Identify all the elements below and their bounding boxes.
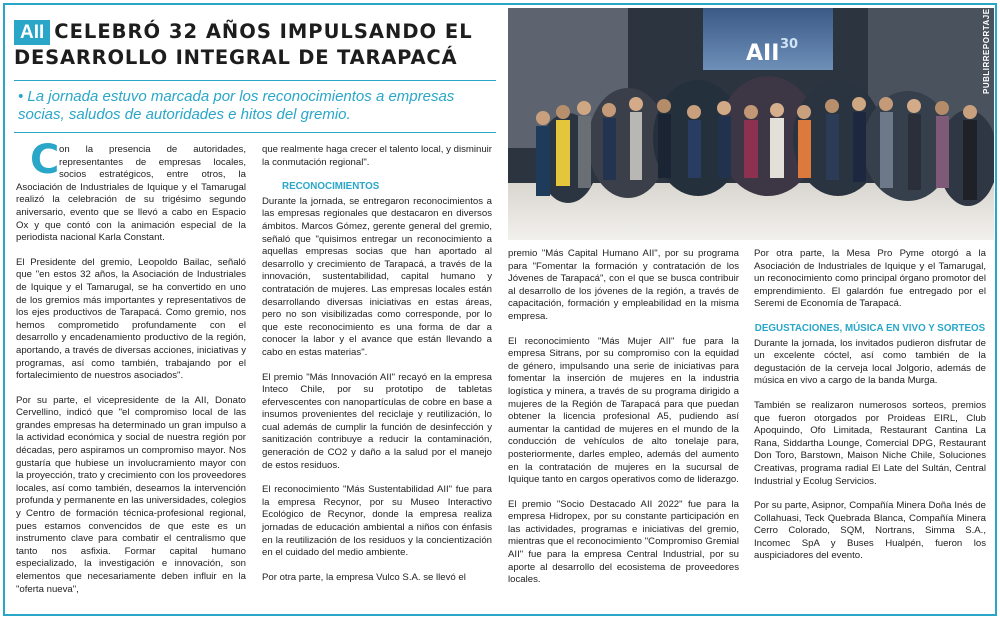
paragraph: El reconocimiento "Más Mujer AII" fue para la empresa Sitrans, por su compromiso con la equidad de género, impulsando una serie de iniciativas para fomentar la inserción de mujeres en la industria logística y minera, a través de su programa dirigido a mujeres de la Región de Tarapacá para que puedan obtener la licencia profesional A5, pudiendo así aumentar la cantidad de mujeres en el mundo de la conducción de vehículos de alto tonelaje para, posteriormente, darles empleo, además del aumento en la contratación de mujeres en la sucursal de Iquique tanto en cargos operativos como de liderazgo.	[508, 335, 739, 486]
paragraph: C on la presencia de autoridades, representantes de empresas locales, socios estratégicos, entre otros, la Asociación de Industriales de Iquique y el Tamarugal realizó la celebración de su trigésimo segundo aniversario, evento que se llevó a cabo en Espacio Ox y que contó con la animación especial de la periodista nacional Karla Constant.	[16, 137, 246, 244]
paragraph: Durante la jornada, los invitados pudieron disfrutar de un excelente cóctel, así como también de la degustación de la cerveja local Jolgorio, además de música en vivo a cargo de la banda Murga.	[754, 337, 986, 387]
screen-number: 30	[780, 37, 799, 52]
article-column-1	[16, 137, 246, 608]
dropcap: C	[30, 137, 60, 183]
section-heading-degustaciones: DEGUSTACIONES, MÚSICA EN VIVO Y SORTEOS	[754, 322, 986, 334]
paragraph: Por su parte, Asipnor, Compañía Minera Doña Inés de Collahuasi, Teck Quebrada Blanca, Compañía Minera Cerro Colorado, SQM, Nortrans, Simma S.A., Incomec SpA y Buses Hualpén, fueron los auspiciadores del evento.	[754, 500, 986, 562]
paragraph: Por otra parte, la Mesa Pro Pyme otorgó a la Asociación de Industriales de Iquique y el Tamarugal, un reconocimiento como principal órgano promotor del emprendimiento. El galardón fue entregado por el Seremi de Economía de Tarapacá.	[754, 248, 986, 310]
headline	[14, 20, 500, 70]
paragraph: que realmente haga crecer el talento local, y disminuir la conmutación regional".	[262, 144, 492, 168]
headline-title-line-1: CELEBRÓ 32 AÑOS IMPULSANDO EL	[54, 20, 473, 43]
photo-illustration	[508, 8, 994, 240]
paragraph: premio "Más Capital Humano AII", por su programa para "Fomentar la formación y contratación de los Jóvenes de Tarapacá", con el que se busca contribuir al desarrollo de los jóvenes de la región, a través de capacitación, formación y empleabilidad en la misma empresa.	[508, 248, 739, 322]
subtitle: • La jornada estuvo marcada por los reconocimientos a empresas socias, saludos de autoridades e hitos del gremio.	[18, 88, 455, 123]
divider-bottom	[14, 132, 496, 133]
divider-top	[14, 80, 496, 81]
brand-tag: AII	[14, 20, 50, 45]
paragraph: Durante la jornada, se entregaron reconocimientos a las empresas regionales que destacaron en diversos ámbitos. Marcos Gómez, gerente general del gremio, señaló que "quisimos entregar un reconocimiento a aquellas empresas socias que han aportado al desarrollo y crecimiento de Tarapacá, a través de la innovación, sustentabilidad, capital humano y contratación de mujeres. Las empresas locales están desarrollando diversas iniciativas en estas áreas, pero no son visibilizadas como corresponde, por lo que este reconocimiento es una forma de dar a conocer la labor y el avance que están llevando a cabo en estas materias".	[262, 195, 492, 358]
paragraph: El premio "Más Innovación AII" recayó en la empresa Inteco Chile, por su prototipo de tabletas efervescentes con nanopartículas de cobre en base a insumos provenientes del reciclaje y reutilización, lo cual además de cumplir la función de desinfección y sanitización contribuye a reducir la contaminación, generación de CO2 y daño a la salud por el manejo de estos residuos.	[262, 371, 492, 471]
screen-logo: AII	[746, 41, 780, 66]
headline-title-line-2: DESARROLLO INTEGRAL DE TARAPACÁ	[14, 46, 458, 69]
publirreportaje-label: PUBLIRREPORTAJE	[982, 8, 991, 94]
article-column-2	[262, 144, 492, 596]
paragraph: El Presidente del gremio, Leopoldo Bailac, señaló que "en estos 32 años, la Asociación de Industriales de Iquique y el Tamarugal, se ha convertido en uno de los gremios más importantes y representativos de los ejes productivos de Tarapacá. Como gremio, nos hemos comprometido profundamente con el desarrollo y encadenamiento productivo de la región, aportando, a través de diversas acciones, iniciativas y programas, así como también, trabajando por el fortalecimiento de nuestros asociados".	[16, 256, 246, 382]
article-column-4	[754, 248, 986, 575]
paragraph: El premio "Socio Destacado AII 2022" fue para la empresa Hidropex, por su constante participación en las actividades, programas e iniciativas del gremio, mientras que el reconocimiento "Compromiso Gremial AII" fue para la empresa Central Industrial, por su aporte al desarrollo del ecosistema de proveedores locales.	[508, 498, 739, 586]
article-column-3	[508, 248, 739, 599]
paragraph: El reconocimiento "Más Sustentabilidad AII" fue para la empresa Recynor, por su Museo Interactivo Ecológico de Recynor, donde la empresa realiza jornadas de educación ambiental a niños con énfasis en la reutilización de los residuos y la concientización en el cuidado del medio ambiente.	[262, 484, 492, 559]
section-heading-reconocimientos: RECONOCIMIENTOS	[282, 181, 380, 193]
paragraph: Por otra parte, la empresa Vulco S.A. se llevó el	[262, 571, 466, 583]
paragraph: También se realizaron numerosos sorteos, premios que fueron otorgados por Proideas EIRL, Club Apoquindo, Ofo Limitada, Restaurant Cantina La Rana, Siddartha Lounge, Comercial DPG, Restaurant Don Toro, Barstown, Maison Niche Chile, Soluciones Creativas, programa radial El Late del Sultán, Central Industrial y Ecolug Servicios.	[754, 399, 986, 487]
paragraph: Por su parte, el vicepresidente de la AII, Donato Cervellino, indicó que "el compromiso local de las grandes empresas ha determinado un gran impulso a la actividad económica y social de nuestra región por décadas, pero aspiramos un compromiso mayor. Nos gustaría que hubiese un involucramiento mayor con la proyección, trato y crecimiento con los proveedores locales, así como también, deseamos la intervención profunda y permanente en las universidades, colegios y Centro de formación técnica-profesional regional, pues estamos convencidos de que este es un instrumento clave para combatir el centralismo que tanto nos asfixia. Formar capital humano especializado, la investigación e innovación, son elementos que necesariamente deben influir en la "oferta nueva",	[16, 394, 246, 595]
event-group-photo	[508, 8, 994, 240]
